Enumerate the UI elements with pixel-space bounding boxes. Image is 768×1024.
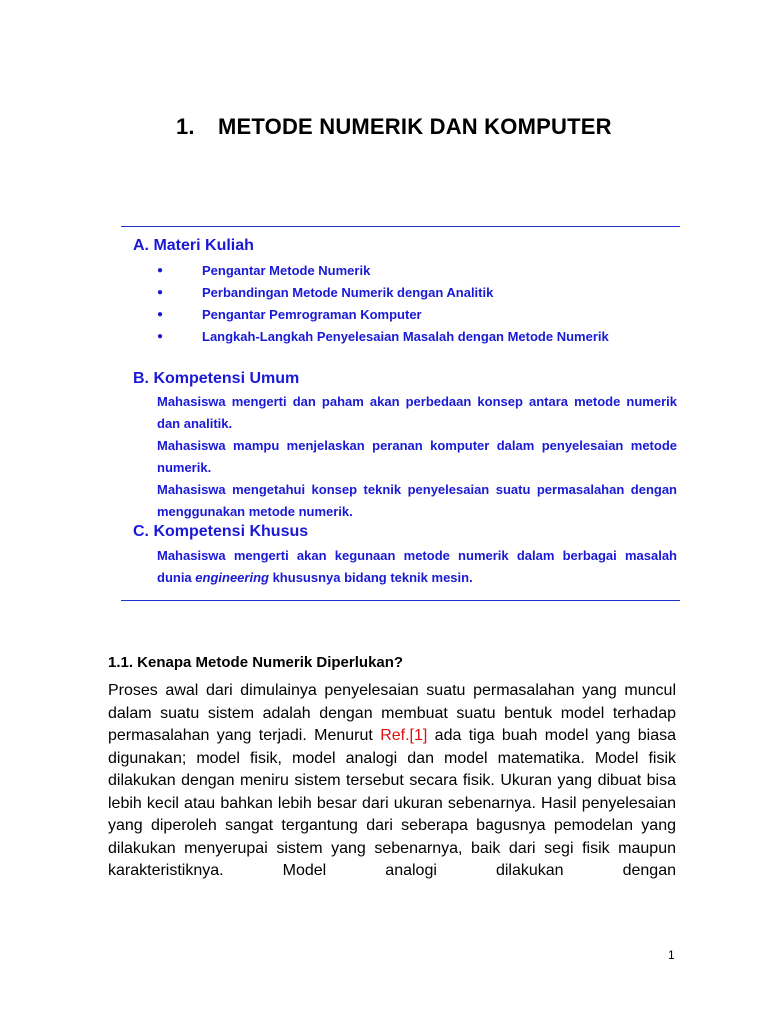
section-a-heading: A. Materi Kuliah	[133, 237, 254, 254]
list-item: ● Langkah-Langkah Penyelesaian Masalah dengan Metode Numerik	[157, 326, 677, 348]
learning-objectives-box	[121, 226, 680, 601]
section-c-paragraph: Mahasiswa mengerti akan kegunaan metode numerik dalam berbagai masalah dunia engineering khususnya bidang teknik mesin.	[157, 548, 677, 585]
section-b-heading: B. Kompetensi Umum	[133, 370, 300, 387]
section-a-list	[157, 260, 677, 348]
list-item: ● Pengantar Pemrograman Komputer	[157, 304, 677, 326]
bullet-icon: ●	[157, 287, 164, 298]
section-c-heading: C. Kompetensi Khusus	[133, 523, 309, 540]
reference-link[interactable]: Ref.[1]	[380, 727, 428, 744]
bullet-icon: ●	[157, 331, 164, 342]
emphasis-text: engineering	[195, 570, 269, 585]
page-number: 1	[668, 948, 675, 962]
body-paragraph: Proses awal dari dimulainya penyelesaian suatu permasalahan yang muncul dalam suatu sistem adalah dengan membuat suatu bentuk model terhadap permasalahan yang terjadi. Menurut Ref.[1] ada tiga buah model yang biasa digunakan; model fisik, model analogi dan model matematika. Model fisik dilakukan dengan meniru sistem tersebut secara fisik. Ukuran yang dibuat bisa lebih kecil atau bahkan lebih besar dari ukuran sebenarnya. Hasil penyelesaian yang diperoleh sangat tergantung dari seberapa bagusnya pemodelan yang dilakukan menyerupai sistem yang sebenarnya, baik dari segi fisik maupun karakteristiknya. Model analogi dilakukan dengan	[108, 682, 676, 879]
chapter-number: 1.	[176, 114, 195, 139]
section-b-paragraph: Mahasiswa mengerti dan paham akan perbedaan konsep antara metode numerik dan analitik.	[157, 394, 677, 431]
list-item: ● Pengantar Metode Numerik	[157, 260, 677, 282]
chapter-title-text: METODE NUMERIK DAN KOMPUTER	[218, 114, 612, 139]
subsection-heading: 1.1. Kenapa Metode Numerik Diperlukan?	[108, 654, 404, 671]
list-item: ● Perbandingan Metode Numerik dengan Analitik	[157, 282, 677, 304]
section-b-paragraph: Mahasiswa mampu menjelaskan peranan komputer dalam penyelesaian metode numerik.	[157, 438, 677, 475]
section-b-paragraph: Mahasiswa mengetahui konsep teknik penyelesaian suatu permasalahan dengan menggunakan metode numerik.	[157, 482, 677, 519]
bullet-icon: ●	[157, 265, 164, 276]
bullet-icon: ●	[157, 309, 164, 320]
chapter-title	[176, 114, 696, 140]
